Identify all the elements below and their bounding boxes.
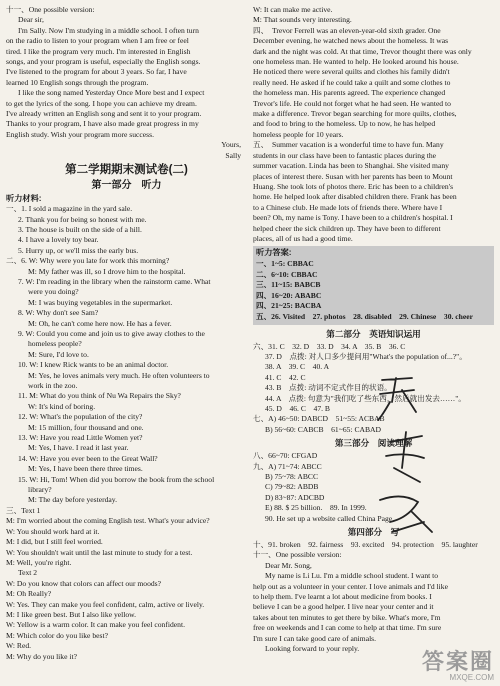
text-line: Dear sir, xyxy=(18,15,44,25)
text-line: M: I did, but I still feel worried. xyxy=(6,537,103,547)
text-line: M: Yes, I have. I read it last year. xyxy=(28,443,129,453)
text-line: 5. Hurry up, or we'll miss the early bus. xyxy=(18,245,139,255)
text-line: places, all of us had a good time. xyxy=(253,233,353,243)
text-line: M: Yes, I have been there three times. xyxy=(28,464,143,474)
text-line: 13. W: Have you read Little Women yet? xyxy=(18,433,143,443)
section-1-first-line: 一、1. I sold a magazine in the yard sale. xyxy=(6,204,133,214)
answer-line: 四、21~25: BACBA xyxy=(256,301,322,311)
text-line: 三、Text 1 xyxy=(6,505,41,515)
text-line: W: It can make me active. xyxy=(253,5,333,14)
part-one-title: 第一部分 听力 xyxy=(91,180,162,192)
watermark-text: 答案圈 xyxy=(421,649,494,674)
answer-line: 五、26. Visited 27. photos 28. disabled 29. Chinese 30. cheer xyxy=(256,311,473,321)
text-line: on the radio to listen to your program when I am free or feel xyxy=(6,36,189,46)
listening-material-heading: 听力材料: xyxy=(6,194,42,204)
text-line: 43. B 点拨: 动词不定式作目的状语。 xyxy=(265,383,392,393)
text-line: M: My father was ill, so I drove him to the hospital. xyxy=(28,266,186,276)
listening-answers-heading: 听力答案: xyxy=(256,248,292,258)
writing-sample-letter xyxy=(6,15,247,161)
text-line: 14. W: Have you ever been to the Great Wall? xyxy=(18,453,158,463)
text-line: 15. W: Hi, Tom! When did you borrow the book from the school xyxy=(18,474,215,484)
text-line: 3. The house is built on the side of a hill. xyxy=(18,224,142,234)
text-line: students in our class have been to fantastic places during the xyxy=(253,150,437,160)
text-line: 九、A) 71~74: ABCC xyxy=(253,461,322,471)
text-line: 7. W: I'm reading in the library when the rainstorm came. What xyxy=(18,276,211,286)
right-column xyxy=(253,5,494,686)
text-line: 八、66~70: CFGAD xyxy=(253,451,318,461)
writing-heading: 十一、One possible version: xyxy=(6,5,95,14)
answer-line: 三、11~15: BABCB xyxy=(256,280,321,290)
text-line: D) 83~87: ADCBD xyxy=(265,492,325,502)
part-three-answers xyxy=(253,451,494,524)
text-line: really need. He asked if he could take a quilt and some clothes to xyxy=(253,77,451,87)
text-line: 四、 Trevor Ferrell was an eleven-year-old sixth grader. One xyxy=(253,25,441,35)
answer-line: 一、1~5: CBBAC xyxy=(256,258,314,268)
text-line: believe I can be a good helper. I live near your center and it xyxy=(253,602,434,612)
text-line: Yours, xyxy=(221,140,241,150)
text-line: songs, and your program is useful, especially the English songs. xyxy=(6,57,201,67)
text-line: 9. W: Could you come and join us to give away clothes to the xyxy=(18,328,205,338)
text-line: B) 56~60: CABCB 61~65: CABAD xyxy=(265,424,382,434)
text-line: 38. A 39. C 40. A xyxy=(265,362,330,372)
text-line: free on weekends and I can come to help at that time. I'm sure xyxy=(253,623,442,633)
text-line: help out as a volunteer in your center. I love animals and I'd like xyxy=(253,581,448,591)
text-line: Sally xyxy=(225,150,241,160)
part-two-answers xyxy=(253,342,494,436)
text-line: make a difference. Trevor began searching for more quilts, clothes, xyxy=(253,109,457,119)
text-line: I'm sure I can take good care of animals. xyxy=(253,633,377,643)
text-line: December evening, he watched news about the homeless. It was xyxy=(253,36,449,46)
text-line: W: It's kind of boring. xyxy=(28,401,96,411)
text-line: 12. W: What's the population of the city? xyxy=(18,412,143,422)
text-line: 六、31. C 32. D 33. D 34. A 35. B 36. C xyxy=(253,341,406,351)
text-line: tired. I like the program very much. I'm interested in English xyxy=(6,46,191,56)
text-line: places of interest there. Susan with her parents has been to Mount xyxy=(253,171,453,181)
part-four-answers xyxy=(253,540,494,654)
answer-line: 二、6~10: CBBAC xyxy=(256,269,318,279)
text-line: I've already written an English song and sent it to your program. xyxy=(6,109,202,119)
text-line: work in the zoo. xyxy=(28,381,78,390)
text-line: M: I'm worried about the coming English test. What's your advice? xyxy=(6,516,210,526)
text-line: My name is Li Lu. I'm a middle school student. I want to xyxy=(265,571,439,581)
text-line: homeless people for 10 years. xyxy=(253,129,344,139)
text-line: W: Do you know that colors can affect our moods? xyxy=(6,578,161,588)
text-line: W: You shouldn't wait until the last minute to study for a test. xyxy=(6,547,193,557)
text-line: 10. W: I knew Rick wants to be an animal doctor. xyxy=(18,360,169,370)
listening-passages xyxy=(253,5,494,244)
text-line: 45. D 46. C 47. B xyxy=(265,403,330,413)
answer-line: 四、16~20: ABABC xyxy=(256,290,322,300)
part-three-title: 第三部分 阅读理解 xyxy=(334,438,413,449)
text-line: M: Yes, he loves animals very much. He often volunteers to xyxy=(28,370,210,380)
text-line: 44. A 点拨: 句意为"我们吃了些东西，然后就出发去……"。 xyxy=(265,393,466,403)
text-line: learned 10 English songs through the program. xyxy=(6,77,149,87)
text-line: and food to bring to the homeless. Up to now, he has helped xyxy=(253,119,436,129)
text-line: Huang. She took lots of photos there. Eric has been to a children's xyxy=(253,181,454,191)
section-2-dialogues xyxy=(6,256,247,506)
text-line: B) 75~78: ABCC xyxy=(265,471,319,481)
section-1-lines xyxy=(6,215,247,257)
text-line: W: You should work hard at it. xyxy=(6,526,100,536)
text-line: He noticed there were several quilts and clothes his family didn't xyxy=(253,67,450,77)
text-line: M: Which color do you like best? xyxy=(6,630,108,640)
text-line: 十、91. broken 92. fairness 93. excited 94. protection 95. laughter xyxy=(253,540,478,549)
text-line: M: Why do you like it? xyxy=(6,651,77,661)
text-line: been? Oh, my name is Tony. I have been to a children's hospital. I xyxy=(253,213,453,223)
text-line: M: Sure, I'd love to. xyxy=(28,349,89,359)
text-line: 五、 Summer vacation is a wonderful time to have fun. Many xyxy=(253,140,444,150)
part-four-title: 第四部分 写 xyxy=(347,527,400,537)
text-line: to help them. I've learnt a lot about medicine from books. I xyxy=(253,592,432,602)
text-line: W: Yes. They can make you feel confident, calm, active or lively. xyxy=(6,599,205,609)
text-line: M: Oh Really? xyxy=(6,589,52,599)
text-line: 41. C 42. C xyxy=(265,372,306,382)
text-line: to get the lyrics of the song. I hope you can achieve my dream. xyxy=(6,98,197,108)
text-line: M: I was buying vegetables in the supermarket. xyxy=(28,297,173,307)
text-line: were you doing? xyxy=(28,287,79,297)
watermark-logo xyxy=(422,651,494,682)
text-line: homeless people? xyxy=(28,339,82,349)
text-line: I've listened to the program for about 3 years. So far, I have xyxy=(6,67,187,77)
text-line: Trevor's life. He could not forget what he had seen. He wanted to xyxy=(253,98,451,108)
text-line: 十一、One possible version: xyxy=(253,550,342,560)
text-line: W: Red. xyxy=(6,641,32,651)
text-line: C) 79~82: ABDB xyxy=(265,482,319,492)
text-line: W: Yellow is a warm color. It can make you feel confident. xyxy=(6,620,185,630)
text-line: Dear Mr. Song, xyxy=(265,560,312,570)
left-column xyxy=(6,5,247,686)
text-line: home. He helped look after disabled children there. Frank has been xyxy=(253,192,457,202)
text-line: Thanks to your program, I have also made great progress in my xyxy=(6,119,199,129)
text-line: 2. Thank you for being so honest with me. xyxy=(18,214,147,224)
text-line: 90. He set up a website called China Page. xyxy=(265,513,395,523)
text-line: Text 2 xyxy=(18,568,38,578)
text-line: M: Well, you're right. xyxy=(6,557,72,567)
text-line: Looking forward to your reply. xyxy=(265,644,360,654)
text-line: library? xyxy=(28,485,52,495)
text-line: 37. D 点拨: 对人口多少提问用"What's the population of...?"。 xyxy=(265,351,467,361)
text-line: one homeless man. He wanted to help. He looked around his house. xyxy=(253,57,459,67)
text-line: 七、A) 46~50: DABCD 51~55: ACBAB xyxy=(253,414,385,424)
text-line: M: 15 million, four thousand and one. xyxy=(28,422,144,432)
text-line: I like the song named Yesterday Once More best and I expect xyxy=(18,88,205,98)
text-line: 11. M: What do you think of Nu Wa Repairs the Sky? xyxy=(18,391,181,401)
exam-title: 第二学期期末测试卷(二) xyxy=(65,164,188,177)
listening-answers-box xyxy=(253,246,494,324)
text-line: English study. Wish your program more success. xyxy=(6,129,154,139)
text-line: 二、6. W: Why were you late for work this morning? xyxy=(6,256,170,266)
text-line: summer vacation. Linda has been to Shanghai. She visited many xyxy=(253,161,449,171)
text-line: 4. I have a lovely toy bear. xyxy=(18,235,99,245)
text-line: M: The day before yesterday. xyxy=(28,495,117,505)
text-line: the homeless man. His parents agreed. The experience changed xyxy=(253,88,446,98)
text-line: I'm Sally. Now I'm studying in a middle school. I often turn xyxy=(18,25,199,35)
text-line: E) 88. $ 25 billion. 89. In 1999. xyxy=(265,503,367,513)
text-line: takes about ten minutes to get there by bike. What's more, I'm xyxy=(253,612,441,622)
text-line: M: That sounds very interesting. xyxy=(253,15,352,25)
text-line: helped cheer the sick children up. They have been to different xyxy=(253,223,441,233)
section-3-texts xyxy=(6,506,247,662)
watermark-url: MXQE.COM xyxy=(449,673,494,682)
text-line: M: Oh, he can't come here now. He has a fever. xyxy=(28,318,172,328)
text-line: 8. W: Why don't see Sam? xyxy=(18,308,99,318)
text-line: M: I like green best. But I also like yellow. xyxy=(6,609,137,619)
part-two-title: 第二部分 英语知识运用 xyxy=(326,328,421,339)
text-line: to a Chinese club. He made lots of friends there. Where have I xyxy=(253,202,443,212)
text-line: dark and the night was cold. At that time, Trevor thought there was only xyxy=(253,46,472,56)
